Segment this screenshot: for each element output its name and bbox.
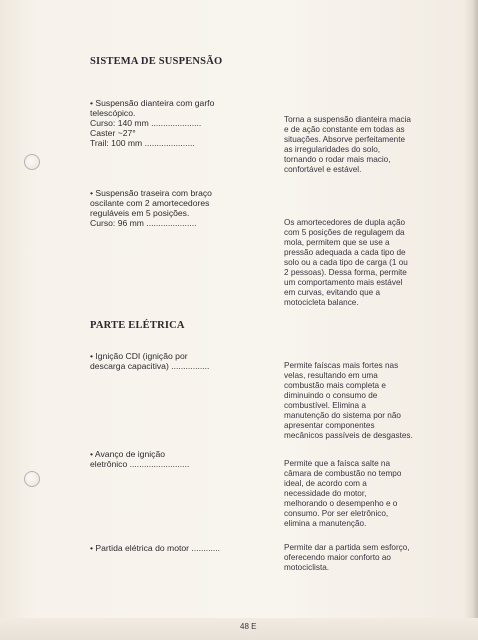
page-number: 48 E <box>240 622 257 631</box>
desc-line: mecânicos passíveis de desgastes. <box>284 431 413 440</box>
spec-line: eletrônico ......................... <box>90 459 190 469</box>
desc-line: necessidade do motor, <box>284 489 367 498</box>
spec-rear-suspension <box>90 188 266 228</box>
desc-line: melhorando o desempenho e o <box>284 499 398 508</box>
desc-line: motocicleta balance. <box>284 298 359 307</box>
spec-electric-start <box>90 543 266 553</box>
desc-line: um comportamento mais estável <box>284 278 403 287</box>
desc-line: apresentar componentes <box>284 421 375 430</box>
spec-line: • Suspensão dianteira com garfo <box>90 98 215 108</box>
desc-line: em curvas, evitando que a <box>284 288 381 297</box>
binder-hole-top <box>24 154 40 170</box>
desc-line: oferecendo maior conforto ao <box>284 553 391 562</box>
desc-line: Permite que a faísca salte na <box>284 459 391 468</box>
spec-line: oscilante com 2 amortecedores <box>90 198 210 208</box>
desc-line: Torna a suspensão dianteira macia <box>284 115 411 124</box>
spec-line: Trail: 100 mm ..................... <box>90 138 195 148</box>
desc-line: Permite faíscas mais fortes nas <box>284 361 399 370</box>
page-bottom-strip <box>0 618 478 640</box>
desc-line: elimina a manutenção. <box>284 519 367 528</box>
spec-line: • Partida elétrica do motor ............ <box>90 543 221 553</box>
desc-line: mola, permitem que se use a <box>284 238 390 247</box>
desc-line: combustível. Elimina a <box>284 401 366 410</box>
desc-line: consumo. Por ser eletrônico, <box>284 509 389 518</box>
desc-line: as irregularidades do solo, <box>284 145 381 154</box>
spec-ignition-advance <box>90 449 266 469</box>
spec-line: Caster ~27° <box>90 128 136 138</box>
spec-line: • Suspensão traseira com braço <box>90 188 212 198</box>
binder-hole-bottom <box>24 471 40 487</box>
spec-line: • Ignição CDI (ignição por <box>90 351 188 361</box>
spec-line: Curso: 96 mm ..................... <box>90 218 197 228</box>
desc-line: Os amortecedores de dupla ação <box>284 218 406 227</box>
desc-line: com 5 posições de regulagem da <box>284 228 405 237</box>
spec-line: descarga capacitiva) ................ <box>90 361 210 371</box>
spec-cdi-ignition <box>90 351 266 371</box>
desc-ignition-advance <box>284 459 424 529</box>
desc-line: motociclista. <box>284 563 330 572</box>
desc-line: combustão mais completa e <box>284 381 386 390</box>
spec-line: telescópico. <box>90 108 136 118</box>
desc-line: tornando o rodar mais macio, <box>284 155 391 164</box>
desc-line: diminuindo o consumo de <box>284 391 378 400</box>
desc-line: e de ação constante em todas as <box>284 125 405 134</box>
spec-front-suspension <box>90 98 266 148</box>
desc-line: câmara de combustão no tempo <box>284 469 402 478</box>
spec-line: Curso: 140 mm ..................... <box>90 118 202 128</box>
page-edge-shadow <box>464 0 478 640</box>
section-title-electrical: PARTE ELÉTRICA <box>90 320 185 331</box>
desc-line: velas, resultando em uma <box>284 371 378 380</box>
desc-line: Permite dar a partida sem esforço, <box>284 543 410 552</box>
desc-front-suspension <box>284 115 424 175</box>
section-title-suspension: SISTEMA DE SUSPENSÃO <box>90 56 223 67</box>
desc-line: solo ou a cada tipo de carga (1 ou <box>284 258 408 267</box>
desc-electric-start <box>284 543 424 573</box>
desc-cdi-ignition <box>284 361 424 441</box>
spec-line: • Avanço de ignição <box>90 449 165 459</box>
desc-line: situações. Absorve perfeitamente <box>284 135 406 144</box>
spec-line: reguláveis em 5 posições. <box>90 208 190 218</box>
desc-line: pressão adequada a cada tipo de <box>284 248 406 257</box>
desc-line: ideal, de acordo com a <box>284 479 367 488</box>
desc-line: 2 pessoas). Dessa forma, permite <box>284 268 407 277</box>
desc-line: confortável e estável. <box>284 165 362 174</box>
desc-rear-suspension <box>284 218 424 308</box>
desc-line: manutenção do sistema por não <box>284 411 401 420</box>
